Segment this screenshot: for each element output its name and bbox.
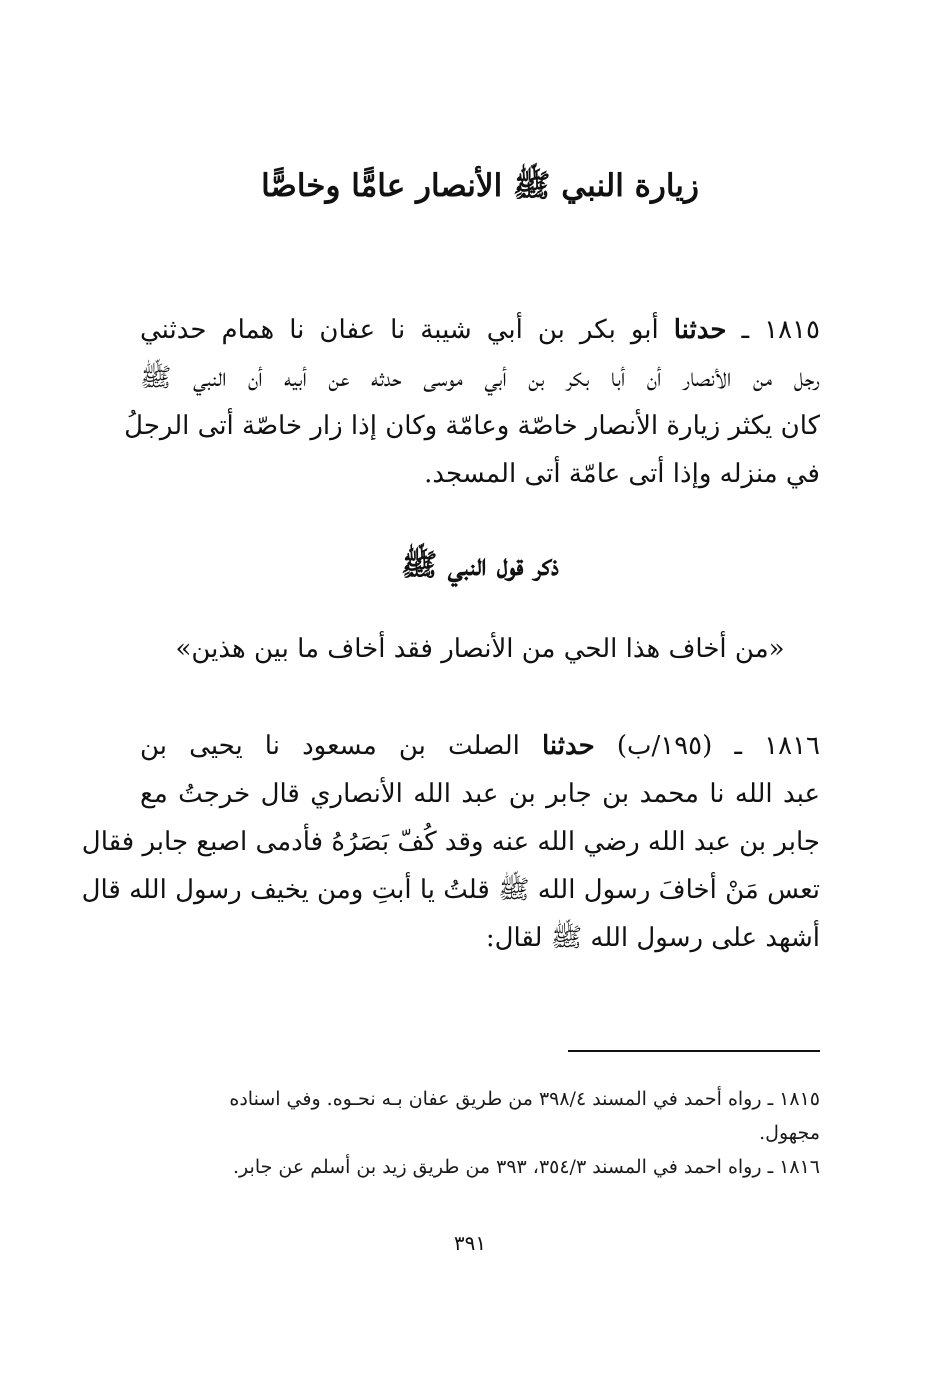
hadith-1815 (124, 306, 820, 498)
hadith-1815-line-3: كان يكثر زيارة الأنصار خاصّة وعامّة وكان إذا زار خاصّة أتى الرجلُ (124, 411, 820, 441)
page-number: ٣٩١ (453, 1231, 487, 1255)
hadith-number: ١٨١٦ ـ (١٩٥/ب) (594, 731, 821, 761)
hadith-1816-line-5: أشهد على رسول الله ﷺ لقال: (485, 923, 820, 953)
hadith-1816-line-2: عبد الله نا محمد بن جابر بن عبد الله الأنصاري قال خرجتُ مع (140, 779, 820, 809)
hadith-1815-line-4: في منزله وإذا أتى عامّة أتى المسجد. (424, 459, 820, 489)
footnote-1815: ١٨١٥ ـ رواه أحمد في المسند ٣٩٨/٤ من طريق عفان بـه نحـوه. وفي اسناده (229, 1088, 820, 1110)
hadith-1815-line-1-text: أبو بكر بن أبي شيبة نا عفان نا همام حدثني (140, 315, 674, 345)
hadathana-bold: حدثنا (673, 315, 727, 345)
hadith-1816-line-3: جابر بن عبد الله رضي الله عنه وقد كُفّ بَصَرُهُ فأدمى اصبع جابر فقال (81, 827, 820, 857)
hadith-1815-line-2: رجل من الأنصار أن أبا بكر بن أبي موسى حدثه عن أبيه أن النبي ﷺ (140, 363, 820, 393)
prophet-quote: «من أخاف هذا الحي من الأنصار فقد أخاف ما بين هذين» (175, 634, 785, 664)
hadith-1816-line-1-text: الصلت بن مسعود نا يحيى بن (140, 731, 542, 761)
footnote-divider (568, 1050, 820, 1052)
chapter-heading-saying: ذكر قول النبي ﷺ (401, 548, 559, 583)
hadathana-bold: حدثنا (541, 731, 595, 761)
footnotes (130, 1082, 820, 1184)
hadith-1816-line-1 (140, 722, 820, 770)
chapter-heading-visit: زيارة النبي ﷺ الأنصار عامًّا وخاصًّا (261, 168, 699, 204)
hadith-1816-line-4: تعس مَنْ أخافَ رسول الله ﷺ قلتُ يا أبتِ ومن يخيف رسول الله قال (81, 875, 820, 905)
footnote-1815-continuation: مجهول. (759, 1122, 820, 1144)
hadith-1815-line-1 (140, 306, 820, 354)
hadith-1816 (81, 722, 821, 962)
footnote-1816: ١٨١٦ ـ رواه احمد في المسند ٣٥٤/٣، ٣٩٣ من طريق زيد بن أسلم عن جابر. (233, 1156, 820, 1178)
hadith-number: ١٨١٥ ـ (726, 315, 820, 345)
